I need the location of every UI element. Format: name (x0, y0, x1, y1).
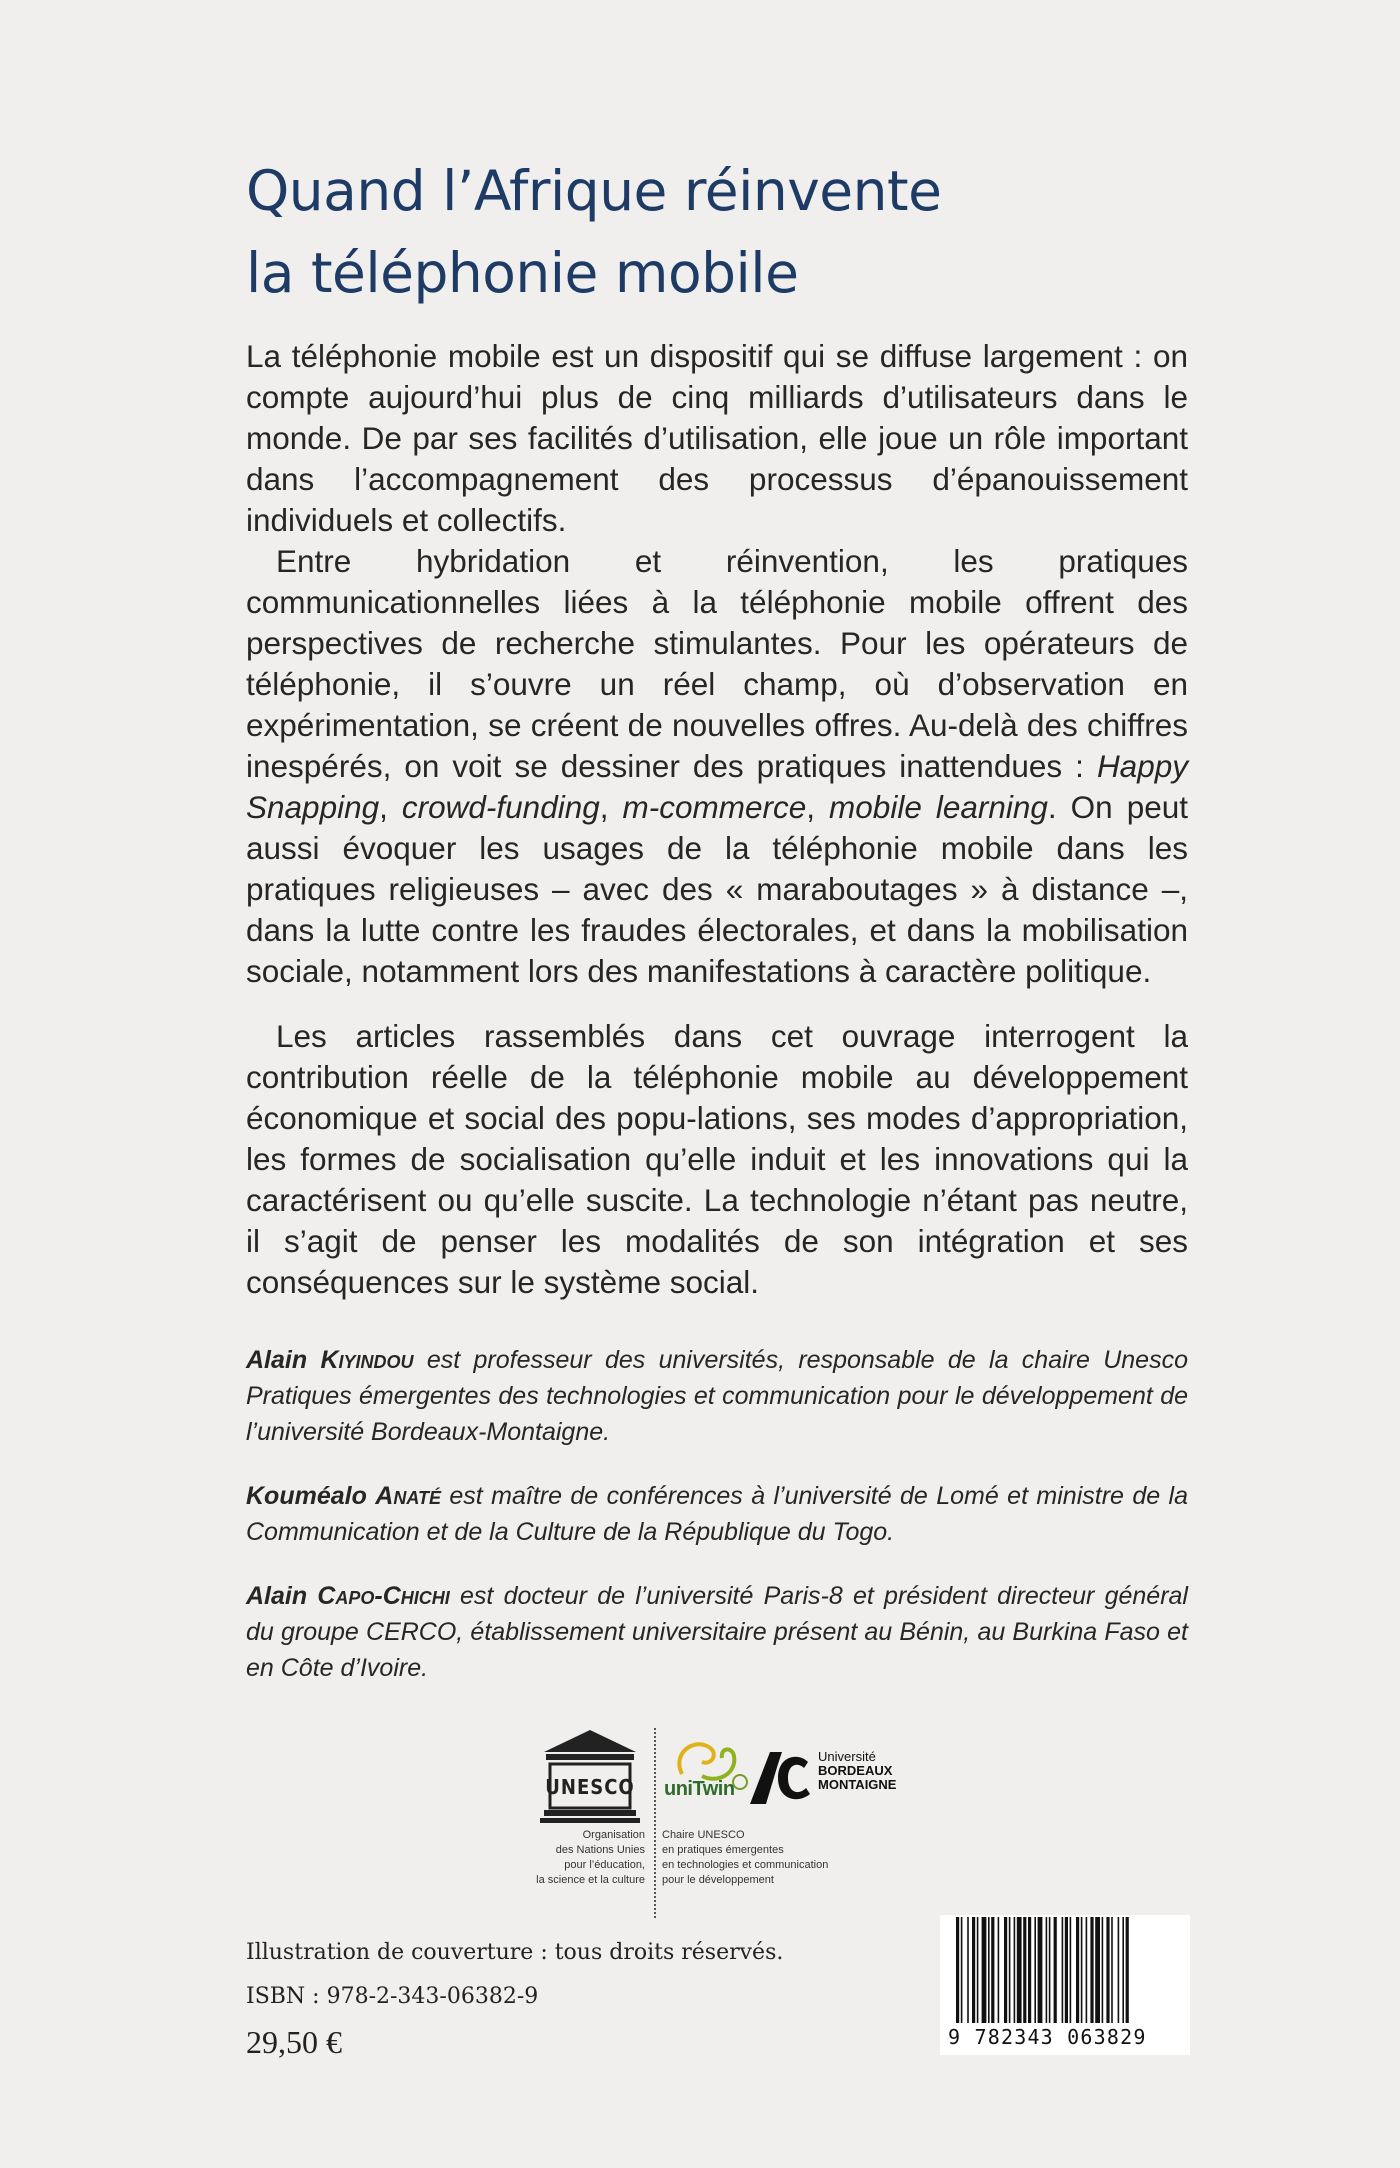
university-name (818, 1750, 896, 1792)
unitwin-label: uniTwin (664, 1778, 735, 1800)
blurb-p2-text-b: . On peut aussi évoquer les usages de la téléphonie mobile dans les pratiques religieuses – avec des « maraboutages » à distance –, dans la lutte contre les fraudes électorales, et dans la mobilisation sociale, notamment lors des manifestations à caractère politique. (246, 789, 1189, 989)
logo-divider (654, 1728, 656, 1918)
unesco-caption (510, 1828, 645, 1888)
university-line: Université (818, 1749, 876, 1764)
author-given-name: Kouméalo (246, 1482, 367, 1510)
barcode-digits: 9 782343 063829 (948, 2025, 1147, 2049)
chaire-caption-line: Chaire UNESCO (662, 1829, 745, 1841)
university-line: MONTAIGNE (818, 1777, 897, 1792)
term-happy-snapping: Happy Snapping (246, 748, 1188, 825)
unesco-caption-line: Organisation (582, 1829, 645, 1841)
isbn: ISBN : 978-2-343-06382-9 (246, 1984, 539, 2009)
author-bio-anate (246, 1478, 1188, 1550)
author-bio-kiyindou (246, 1342, 1188, 1450)
author-bio-text: est maître de conférences à l’université de Lomé et ministre de la Communication et de la Culture de la République du Togo. (246, 1482, 1188, 1546)
author-given-name: Alain (246, 1582, 308, 1610)
sep-2: , (599, 789, 623, 825)
partner-logos (510, 1720, 930, 1920)
chaire-caption-line: pour le développement (662, 1874, 774, 1886)
title-line-2: la téléphonie mobile (246, 241, 799, 305)
author-family-name: Kiyindou (320, 1346, 414, 1374)
sep-3: , (806, 789, 830, 825)
sep-1: , (379, 789, 402, 825)
title-line-1: Quand l’Afrique réinvente (246, 159, 942, 223)
university-line: BORDEAUX (818, 1763, 893, 1778)
term-mobile-learning: mobile learning (829, 789, 1048, 825)
unesco-logo-icon (540, 1728, 640, 1824)
unesco-caption-line: la science et la culture (536, 1874, 645, 1886)
unesco-caption-line: pour l’éducation, (564, 1859, 645, 1871)
book-title (246, 150, 1146, 314)
chaire-caption (662, 1828, 932, 1888)
author-given-name: Alain (246, 1346, 308, 1374)
author-family-name: Anaté (375, 1482, 441, 1510)
illustration-credit: Illustration de couverture : tous droits réservés. (246, 1940, 784, 1965)
price: 29,50 € (246, 2024, 342, 2060)
term-crowd-funding: crowd-funding (401, 789, 600, 825)
blurb-paragraph-1: La téléphonie mobile est un dispositif qui se diffuse largement : on compte aujourd’hui plus de cinq milliards d’utilisateurs dans le monde. De par ses facilités d’utilisation, elle joue un rôle important dans l’accompagnement des processus d’épanouissement individuels et collectifs. (246, 338, 1188, 538)
unesco-caption-line: des Nations Unies (555, 1844, 645, 1856)
author-bio-text: est professeur des universités, responsable de la chaire Unesco Pratiques émergentes des technologies et communication pour le développement de l’université Bordeaux-Montaigne. (246, 1346, 1188, 1446)
author-family-name: Capo-Chichi (317, 1582, 450, 1610)
bordeaux-montaigne-logo-icon (748, 1748, 814, 1806)
chaire-caption-line: en technologies et communication (662, 1859, 829, 1871)
svg-text:UNESCO: UNESCO (545, 1775, 635, 1799)
barcode (940, 1915, 1190, 2055)
blurb-p2-text-a: Entre hybridation et réinvention, les pratiques communicationnelles liées à la téléphonie mobile offrent des perspectives de recherche stimulantes. Pour les opérateurs de téléphonie, il s’ouvre un réel champ, où d’observation en expérimentation, se créent de nouvelles offres. Au-delà des chiffres inespérés, on voit se dessiner des pratiques inattendues : (246, 543, 1188, 784)
author-bio-capo-chichi (246, 1578, 1188, 1686)
term-m-commerce: m-commerce (622, 789, 807, 825)
blurb-paragraph-2 (246, 541, 1188, 992)
barcode-bars-icon (950, 1917, 1180, 2025)
blurb-paragraph-3: Les articles rassemblés dans cet ouvrage interrogent la contribution réelle de la téléphonie mobile au développement économique et social des popu-lations, ses modes d’appropriation, les formes de socialisation qu’elle induit et les innovations qui la caractérisent ou qu’elle suscite. La technologie n’étant pas neutre, il s’agit de penser les modalités de son intégration et ses conséquences sur le système social. (246, 1018, 1188, 1300)
blurb (246, 336, 1188, 1303)
author-bio-text: est docteur de l’université Paris-8 et président directeur général du groupe CERCO, établissement universitaire présent au Bénin, au Burkina Faso et en Côte d’Ivoire. (246, 1582, 1188, 1682)
chaire-caption-line: en pratiques émergentes (662, 1844, 784, 1856)
